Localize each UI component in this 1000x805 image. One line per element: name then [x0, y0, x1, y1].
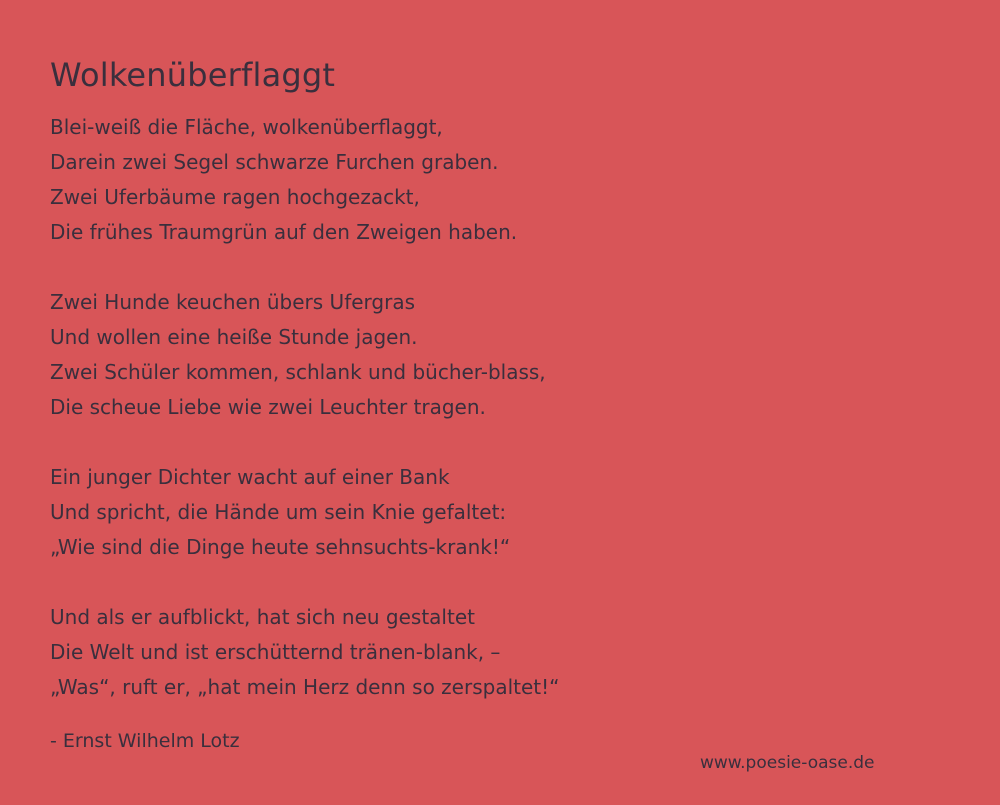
poem-line: Blei-weiß die Fläche, wolkenüberflaggt,: [50, 115, 443, 139]
poem-line: Und wollen eine heiße Stunde jagen.: [50, 325, 418, 349]
poem-line: Die scheue Liebe wie zwei Leuchter tragen.: [50, 395, 486, 419]
poem-line: Zwei Uferbäume ragen hochgezackt,: [50, 185, 420, 209]
poem-line: Die Welt und ist erschütternd tränen-blank, –: [50, 640, 501, 664]
poem-line: Zwei Schüler kommen, schlank und bücher-blass,: [50, 360, 546, 384]
poem-title: Wolkenüberflaggt: [50, 56, 336, 94]
stanza-3: [50, 460, 950, 565]
poem-line: „Was“, ruft er, „hat mein Herz denn so zerspaltet!“: [50, 675, 560, 699]
stanza-4: [50, 600, 950, 705]
stanza-1: [50, 110, 950, 250]
poem-line: Und als er aufblickt, hat sich neu gestaltet: [50, 605, 475, 629]
website-link[interactable]: www.poesie-oase.de: [700, 753, 875, 773]
poem-author: - Ernst Wilhelm Lotz: [50, 730, 240, 752]
poem-card: [50, 54, 950, 740]
poem-line: Ein junger Dichter wacht auf einer Bank: [50, 465, 450, 489]
stanza-2: [50, 285, 950, 425]
poem-line: Zwei Hunde keuchen übers Ufergras: [50, 290, 416, 314]
poem-line: Die frühes Traumgrün auf den Zweigen haben.: [50, 220, 518, 244]
poem-line: Darein zwei Segel schwarze Furchen graben.: [50, 150, 499, 174]
poem-line: „Wie sind die Dinge heute sehnsuchts-krank!“: [50, 535, 511, 559]
poem-line: Und spricht, die Hände um sein Knie gefaltet:: [50, 500, 507, 524]
